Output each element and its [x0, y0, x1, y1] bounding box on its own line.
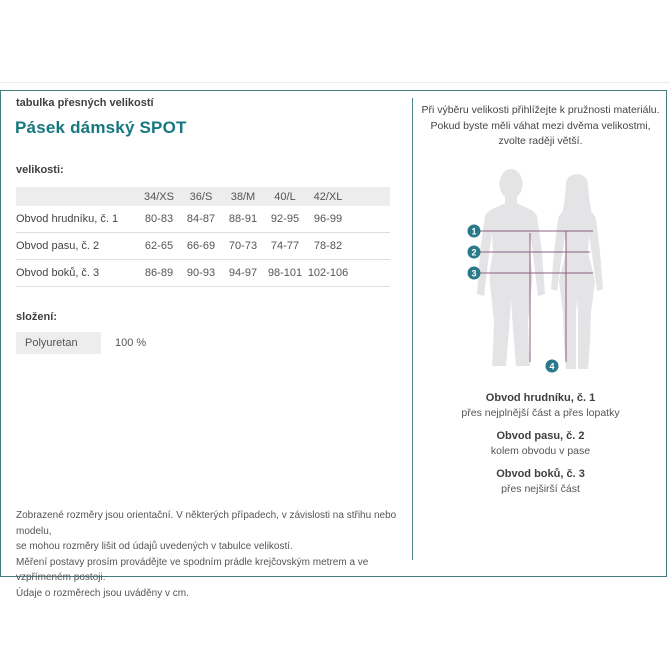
legend-title: Obvod pasu, č. 2 [496, 430, 585, 442]
size-value-cell: 96-99 [306, 206, 350, 233]
legend-item [413, 467, 668, 496]
size-table-spacer-cell [350, 233, 390, 260]
size-value-cell: 62-65 [138, 233, 180, 260]
note-line: se mohou rozměry lišit od údajů uvedených v tabulce velikostí. [16, 541, 293, 552]
size-value-cell: 98-101 [264, 260, 306, 287]
size-table [16, 187, 390, 287]
table-row [16, 260, 390, 287]
body-measurement-figure [440, 163, 670, 378]
measurement-row-label: Obvod pasu, č. 2 [16, 233, 138, 260]
advice-line: Pokud byste měli váhat mezi dvěma velikostmi, [430, 119, 651, 132]
male-silhouette-icon [477, 169, 545, 366]
size-value-cell: 80-83 [138, 206, 180, 233]
table-row [16, 233, 390, 260]
measurement-notes [16, 508, 408, 601]
note-line: Měření postavy prosím provádějte ve spodním prádle krejčovským metrem a ve vzpřímeném postoji. [16, 556, 369, 583]
table-row [16, 206, 390, 233]
product-title: Pásek dámský SPOT [15, 118, 187, 137]
size-value-cell: 86-89 [138, 260, 180, 287]
size-value-cell: 84-87 [180, 206, 222, 233]
legend-desc: kolem obvodu v pase [490, 445, 591, 457]
size-value-cell: 92-95 [264, 206, 306, 233]
marker-3-label: 3 [471, 268, 477, 279]
legend-desc: přes nejširší část [501, 483, 580, 495]
table-eyebrow-label: tabulka přesných velikostí [16, 97, 154, 109]
size-table-header-row [16, 187, 390, 206]
size-value-cell: 102-106 [306, 260, 350, 287]
size-column-header: 36/S [180, 187, 222, 206]
note-line: Údaje o rozměrech jsou uváděny v cm. [16, 587, 189, 599]
sizes-section-label: velikosti: [16, 164, 64, 176]
legend-title: Obvod hrudníku, č. 1 [485, 392, 596, 404]
marker-4-label: 4 [549, 361, 555, 372]
note-line: Zobrazené rozměry jsou orientační. V některých případech, v závislosti na střihu nebo modelu, [16, 510, 397, 537]
size-table-spacer-cell [350, 260, 390, 287]
composition-section-label: složení: [16, 311, 57, 323]
measurement-legend [413, 391, 668, 496]
female-silhouette-icon [551, 174, 603, 369]
advice-line: zvolte raději větší. [498, 135, 583, 147]
size-value-cell: 70-73 [222, 233, 264, 260]
size-column-header: 42/XL [306, 187, 350, 206]
measurement-row-label: Obvod hrudníku, č. 1 [16, 206, 138, 233]
size-column-header: 40/L [264, 187, 306, 206]
size-table-corner-cell [16, 187, 138, 206]
size-advice-text [413, 103, 668, 150]
marker-2-label: 2 [471, 247, 477, 258]
legend-item [413, 429, 668, 458]
size-value-cell: 90-93 [180, 260, 222, 287]
page-top-rule [0, 82, 670, 83]
legend-desc: přes nejplnější část a přes lopatky [461, 407, 620, 419]
legend-item [413, 391, 668, 420]
size-table-spacer-cell [350, 187, 390, 206]
composition-percent: 100 % [115, 337, 147, 349]
size-value-cell: 78-82 [306, 233, 350, 260]
marker-1-label: 1 [471, 226, 477, 237]
size-table-spacer-cell [350, 206, 390, 233]
measurement-row-label: Obvod boků, č. 3 [16, 260, 138, 287]
size-value-cell: 88-91 [222, 206, 264, 233]
size-value-cell: 94-97 [222, 260, 264, 287]
legend-title: Obvod boků, č. 3 [496, 468, 585, 480]
composition-material: Polyuretan [16, 332, 101, 354]
size-column-header: 38/M [222, 187, 264, 206]
size-value-cell: 74-77 [264, 233, 306, 260]
advice-line: Při výběru velikosti přihlížejte k pružnosti materiálu. [421, 104, 660, 116]
size-value-cell: 66-69 [180, 233, 222, 260]
size-column-header: 34/XS [138, 187, 180, 206]
